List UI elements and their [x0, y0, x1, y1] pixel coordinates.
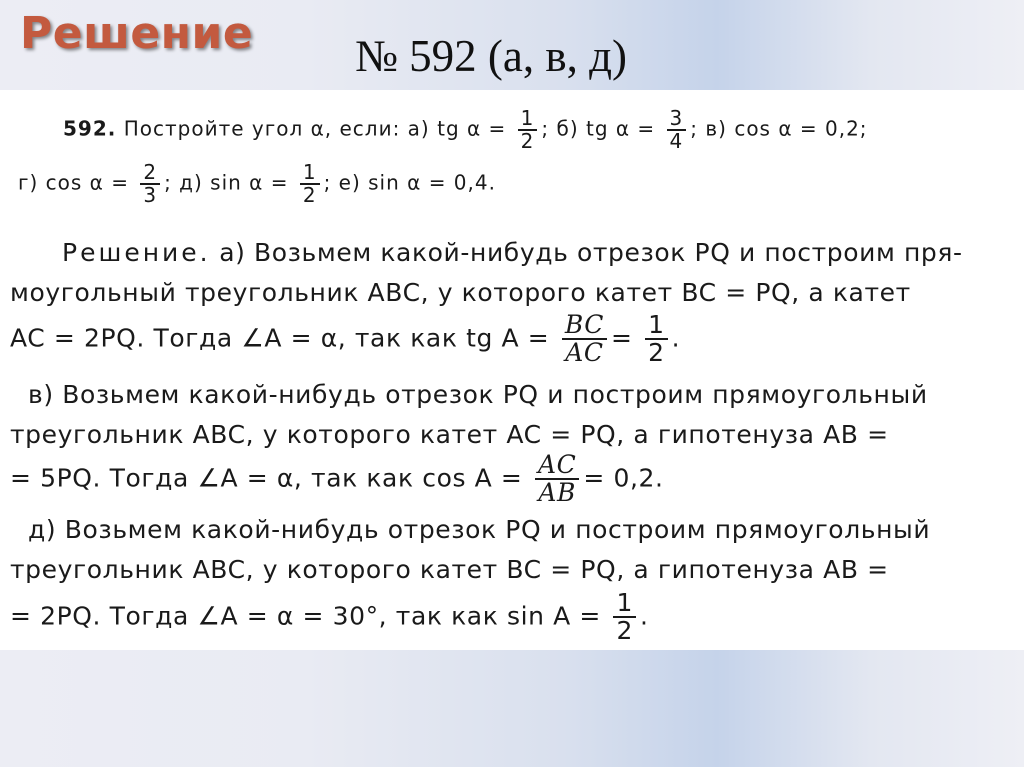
fraction-b-denominator: 4 — [669, 129, 684, 153]
solution-d-line-3 — [10, 590, 1024, 645]
fraction-a-denominator: 2 — [520, 129, 535, 153]
solution-v-line-3 — [10, 452, 1024, 507]
problem-intro: Постройте угол α, если: а) tg α = — [123, 116, 507, 141]
solution-d-line-1: д) Возьмем какой-нибудь отрезок PQ и построим прямоугольный — [28, 515, 931, 544]
fraction-b — [667, 108, 687, 152]
solution-a-line-1 — [62, 238, 1024, 267]
solution-a-fraction-1 — [562, 312, 607, 367]
slide-background-band — [0, 650, 1024, 767]
solution-v-text-3: = 5PQ. Тогда ∠A = α, так как cos A = — [10, 463, 523, 493]
solution-a-fraction-1-numerator: BC — [562, 312, 607, 340]
solution-v-fraction-numerator: AC — [535, 452, 579, 480]
solution-a-equals: = — [611, 323, 633, 353]
solution-d-fraction — [613, 590, 636, 645]
problem-d-text: ; д) sin α = — [164, 170, 289, 195]
solution-v-line-2: треугольник ABC, у которого катет AC = PQ, а гипотенуза AB = — [10, 420, 889, 449]
slide-title: Решение — [20, 8, 254, 59]
problem-statement-line-2 — [18, 162, 1024, 206]
solution-a-line-2: моугольный треугольник ABC, у которого катет BC = PQ, а катет — [10, 278, 911, 307]
solution-a-text-1: а) Возьмем какой-нибудь отрезок PQ и построим пря- — [219, 238, 963, 267]
solution-a-text-3: AC = 2PQ. Тогда ∠A = α, так как tg A = — [10, 323, 550, 353]
fraction-g — [140, 162, 160, 206]
solution-v-fraction — [535, 452, 579, 507]
problem-e-text: ; е) sin α = 0,4. — [323, 170, 496, 195]
slide-subtitle: № 592 (а, в, д) — [355, 31, 628, 81]
fraction-a — [518, 108, 538, 152]
solution-a-line-3 — [10, 312, 1024, 367]
solution-v-fraction-denominator: AB — [538, 478, 576, 508]
solution-a-fraction-1-denominator: AC — [565, 338, 604, 368]
fraction-g-numerator: 2 — [140, 162, 160, 185]
problem-number: 592. — [63, 116, 117, 141]
fraction-a-numerator: 1 — [518, 108, 538, 131]
fraction-b-numerator: 3 — [667, 108, 687, 131]
solution-label: Решение. — [62, 238, 211, 267]
solution-d-end: . — [640, 601, 649, 631]
fraction-d — [300, 162, 320, 206]
problem-content-panel — [0, 90, 1024, 650]
problem-g-text: г) cos α = — [18, 170, 129, 195]
solution-a-fraction-2 — [645, 312, 668, 367]
solution-d-fraction-denominator: 2 — [616, 616, 633, 646]
fraction-d-numerator: 1 — [300, 162, 320, 185]
fraction-g-denominator: 3 — [143, 183, 158, 207]
solution-a-end: . — [671, 323, 681, 353]
problem-c-text: ; в) cos α = 0,2; — [690, 116, 868, 141]
solution-a-fraction-2-numerator: 1 — [645, 312, 668, 340]
problem-b-text: ; б) tg α = — [541, 116, 656, 141]
fraction-d-denominator: 2 — [302, 183, 317, 207]
solution-d-text-3: = 2PQ. Тогда ∠A = α = 30°, так как sin A = — [10, 601, 601, 631]
solution-d-line-2: треугольник ABC, у которого катет BC = PQ, а гипотенуза AB = — [10, 555, 889, 584]
problem-statement-line-1 — [63, 108, 1023, 152]
solution-v-line-1: в) Возьмем какой-нибудь отрезок PQ и построим прямоугольный — [28, 380, 928, 409]
solution-d-fraction-numerator: 1 — [613, 590, 636, 618]
solution-v-result: = 0,2. — [583, 463, 664, 493]
solution-a-fraction-2-denominator: 2 — [648, 338, 665, 368]
